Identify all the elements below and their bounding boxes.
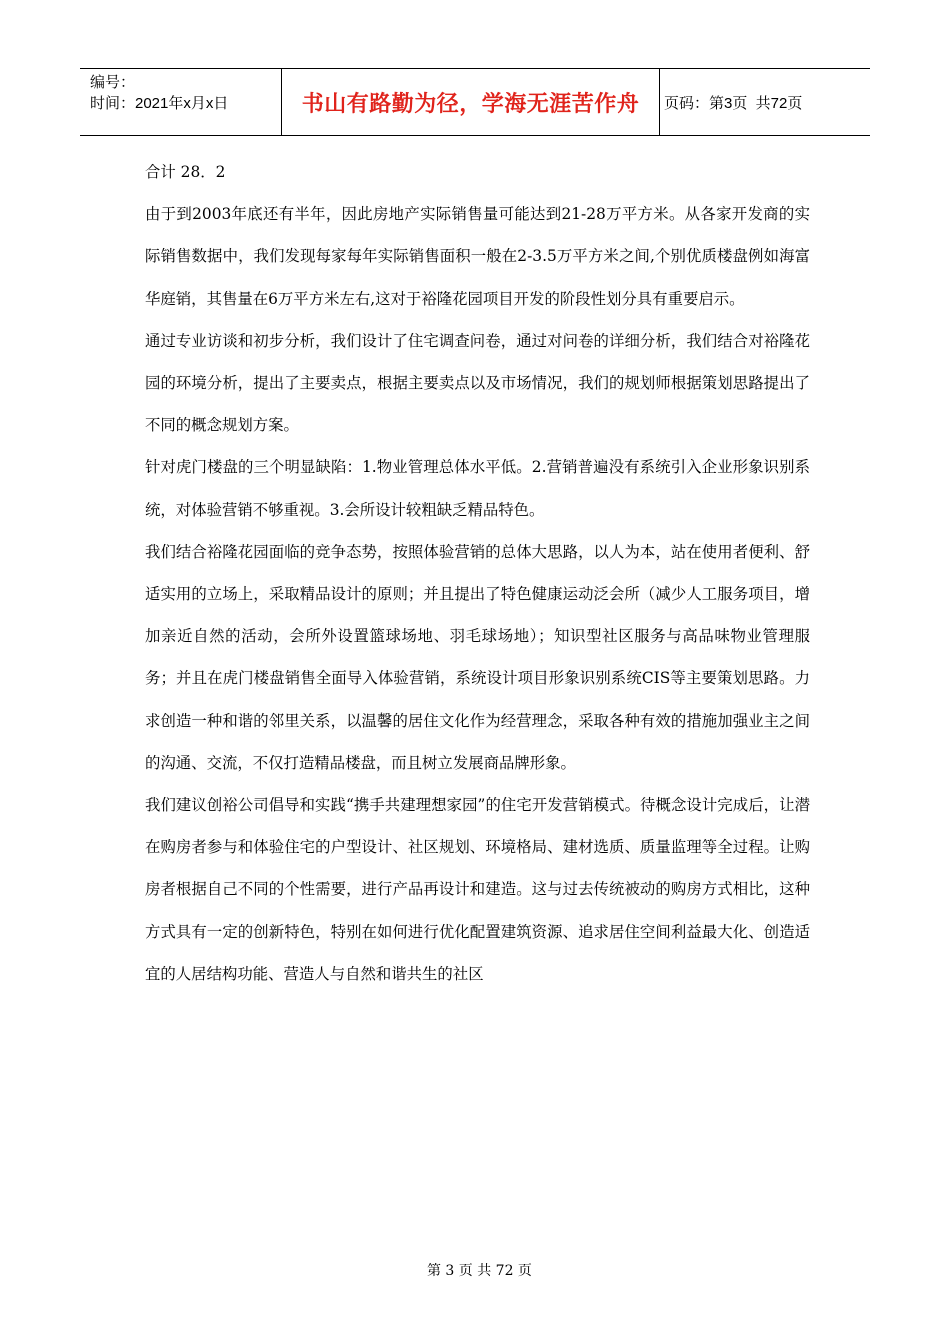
document-number-label: 编号： [90, 74, 136, 91]
motto-text: 书山有路勤为径，学海无涯苦作舟 [301, 90, 640, 116]
body-paragraph: 我们结合裕隆花园面临的竞争态势，按照体验营销的总体大思路，以人为本，站在使用者便利、舒适实用的立场上，采取精品设计的原则；并且提出了特色健康运动泛会所（减少人工服务项目，增加亲近自然的活动，会所外设置篮球场地、羽毛球场地）；知识型社区服务与高品味物业管理服务；并且在虎门楼盘销售全面导入体验营销，系统设计项目形象识别系统CIS等主要策划思路。力求创造一种和谐的邻里关系，以温馨的居住文化作为经营理念，采取各种有效的措施加强业主之间的沟通、交流，不仅打造精品楼盘，而且树立发展商品牌形象。 [145, 542, 810, 772]
document-date-label: 时间：2021年x月x日 [90, 95, 229, 112]
body-paragraph: 针对虎门楼盘的三个明显缺陷：1.物业管理总体水平低。2.营销普遍没有系统引入企业形象识别系统，对体验营销不够重视。3.会所设计较粗缺乏精品特色。 [145, 458, 810, 519]
body-paragraph: 合计 28．2 [145, 163, 226, 181]
header-motto [282, 69, 660, 135]
document-body [145, 151, 810, 995]
header-page-info [660, 69, 870, 135]
body-paragraph: 我们建议创裕公司倡导和实践“携手共建理想家园”的住宅开发营销模式。待概念设计完成后，让潜在购房者参与和体验住宅的户型设计、社区规划、环境格局、建材选质、质量监理等全过程。让购房者根据自己不同的个性需要，进行产品再设计和建造。这与过去传统被动的购房方式相比，这种方式具有一定的创新特色，特别在如何进行优化配置建筑资源、追求居住空间利益最大化、创造适宜的人居结构功能、营造人与自然和谐共生的社区 [145, 796, 810, 983]
page-footer [0, 1244, 950, 1280]
page-info-text: 页码：第3页 共72页 [664, 94, 803, 112]
footer-page-number: 第 3 页 共 72 页 [426, 1263, 532, 1279]
body-paragraph: 由于到2003年底还有半年，因此房地产实际销售量可能达到21-28万平方米。从各家开发商的实际销售数据中，我们发现每家每年实际销售面积一般在2-3.5万平方米之间,个别优质楼盘例如海富华庭销，其售量在6万平方米左右,这对于裕隆花园项目开发的阶段性划分具有重要启示。 [145, 205, 810, 308]
body-paragraph: 通过专业访谈和初步分析，我们设计了住宅调查问卷，通过对问卷的详细分析，我们结合对裕隆花园的环境分析，提出了主要卖点，根据主要卖点以及市场情况，我们的规划师根据策划思路提出了不同的概念规划方案。 [145, 331, 810, 435]
header-meta [80, 69, 282, 135]
page-header [80, 68, 870, 136]
